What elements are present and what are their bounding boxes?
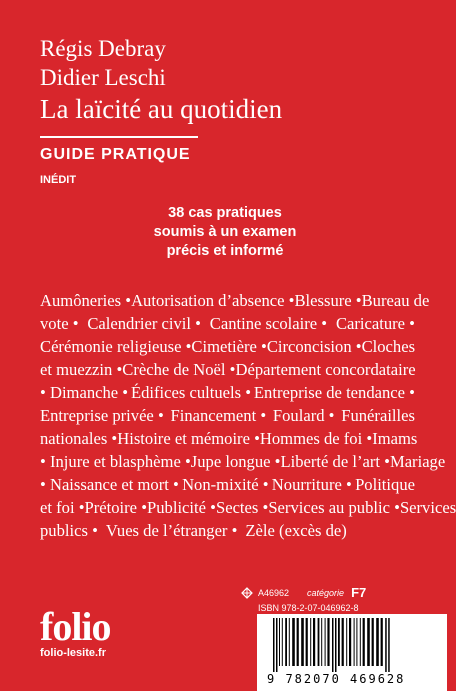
topic-item: Histoire et mémoire •	[117, 429, 260, 448]
authors	[40, 34, 166, 92]
reference-code: A46962	[258, 587, 290, 598]
edition-label: INÉDIT	[40, 174, 77, 186]
catalog-codes	[240, 585, 366, 613]
topic-list	[40, 289, 456, 542]
topic-item: Édifices cultuels •	[130, 383, 252, 402]
topic-line	[40, 335, 415, 358]
topic-item: Nourriture •	[271, 475, 352, 494]
reference-icon	[240, 587, 254, 599]
topic-item: Aumôneries •	[40, 291, 132, 310]
topic-line	[40, 289, 430, 312]
topic-item: Prétoire •	[84, 498, 148, 517]
topic-item: Financement •	[170, 406, 267, 425]
series-label: GUIDE PRATIQUE	[40, 146, 191, 163]
topic-item: Mariage	[389, 452, 446, 471]
tagline-line: 38 cas pratiques	[168, 205, 282, 221]
topic-item: Cantine scolaire •	[209, 314, 328, 333]
topic-item: et muezzin •	[40, 360, 123, 379]
topic-item: Liberté de l’art •	[280, 452, 390, 471]
topic-item: • Dimanche •	[40, 383, 129, 402]
topic-item: Entreprise de tendance •	[253, 383, 415, 402]
tagline-line: soumis à un examen	[153, 224, 297, 240]
topic-item: • Naissance et mort •	[40, 475, 179, 494]
category-value: F7	[351, 585, 367, 600]
topic-item: Département concordataire	[235, 360, 416, 379]
topic-line	[40, 450, 446, 473]
author-name: Régis Debray	[40, 36, 166, 61]
topic-item: nationales •	[40, 429, 118, 448]
topic-item: Bureau de	[361, 291, 430, 310]
topic-item: Non-mixité •	[182, 475, 269, 494]
topic-item: • Injure et blasphème •	[40, 452, 191, 471]
isbn: ISBN 978-2-07-046962-8	[258, 603, 359, 613]
topic-item: publics •	[40, 521, 98, 540]
topic-item: Politique	[355, 475, 415, 494]
topic-item: Cloches	[361, 337, 416, 356]
topic-line	[40, 358, 415, 381]
book-title: La laïcité au quotidien	[40, 94, 283, 124]
topic-item: et foi •	[40, 498, 85, 517]
topic-line	[40, 519, 415, 542]
tagline	[120, 204, 330, 261]
topic-line	[40, 427, 418, 450]
title-underline	[40, 136, 198, 138]
topic-item: Funérailles	[341, 406, 415, 425]
topic-line	[40, 496, 456, 519]
topic-item: Jupe longue •	[190, 452, 281, 471]
topic-item: Imams	[372, 429, 418, 448]
folio-logo: folio	[40, 604, 111, 649]
topic-item: Vues de l’étranger •	[105, 521, 238, 540]
publisher-website: folio-lesite.fr	[40, 647, 107, 659]
topic-item: Publicité •	[147, 498, 216, 517]
topic-line	[40, 312, 415, 335]
topic-item: Hommes de foi •	[259, 429, 373, 448]
barcode-bars	[269, 618, 437, 672]
topic-line	[40, 381, 415, 404]
author-name: Didier Leschi	[40, 65, 166, 90]
topic-item: Cérémonie religieuse •	[40, 337, 192, 356]
topic-item: Blessure •	[294, 291, 362, 310]
topic-item: Caricature •	[335, 314, 415, 333]
topic-item: Entreprise privée •	[40, 406, 164, 425]
topic-item: Calendrier civil •	[87, 314, 201, 333]
topic-item: Sectes •	[215, 498, 269, 517]
topic-item: Services	[399, 498, 456, 517]
topic-item: vote •	[40, 314, 79, 333]
topic-item: Cimetière •	[191, 337, 267, 356]
topic-item: Foulard •	[272, 406, 335, 425]
topic-item: Autorisation d’absence •	[131, 291, 295, 310]
topic-item: Crèche de Noël •	[122, 360, 236, 379]
topic-item: Circoncision •	[266, 337, 362, 356]
topic-item: Zèle (excès de)	[245, 521, 347, 540]
category-label: catégorie	[307, 587, 345, 598]
tagline-line: précis et informé	[166, 243, 284, 259]
ean-number: 9 782070 469628	[267, 672, 406, 686]
topic-line	[40, 404, 415, 427]
topic-item: Services au public •	[268, 498, 400, 517]
topic-line	[40, 473, 415, 496]
barcode	[257, 614, 447, 691]
